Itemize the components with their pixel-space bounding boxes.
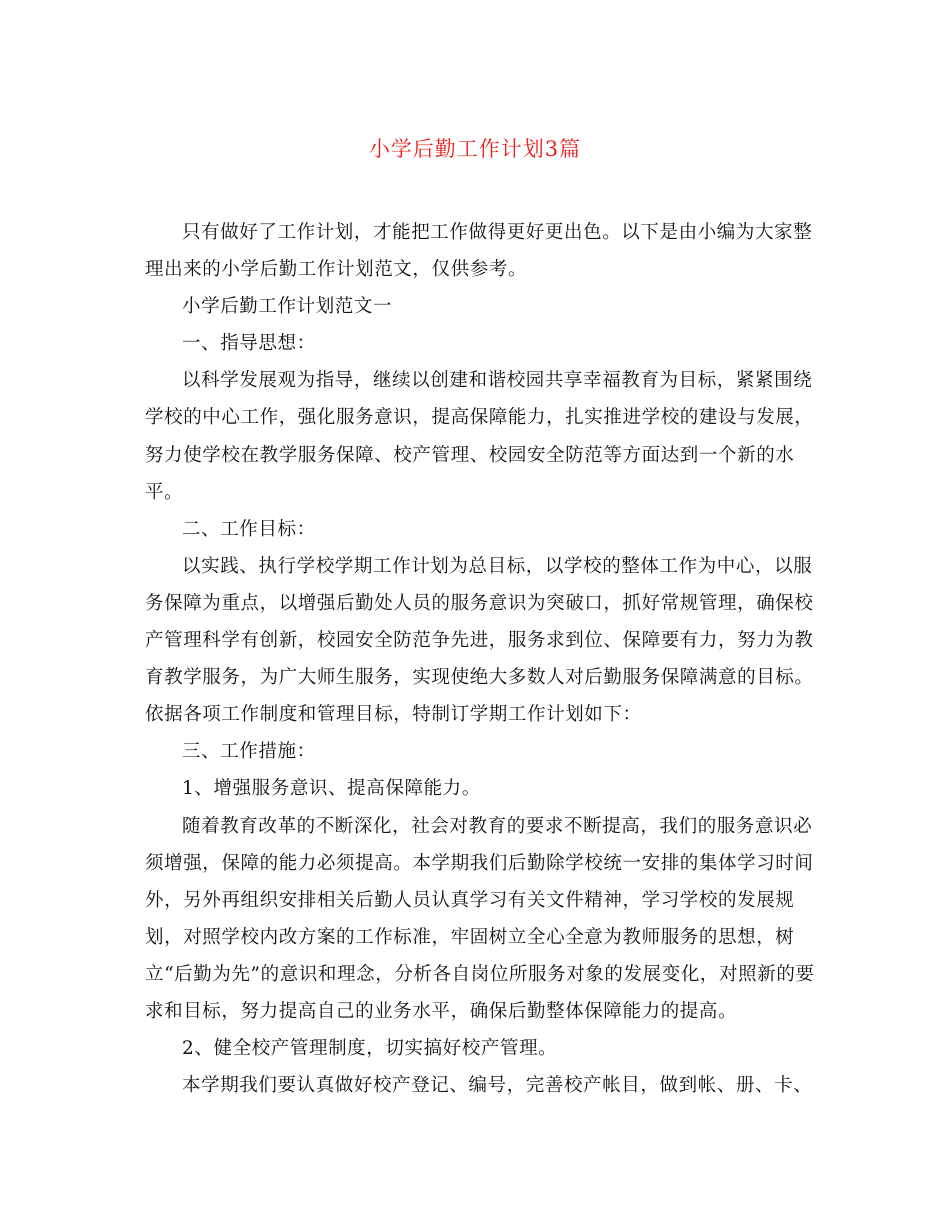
paragraph (145, 808, 815, 1031)
text-line: 以实践、执行学校学期工作计划为总目标，以学校的整体工作为中心，以服 (182, 555, 813, 577)
section-heading (145, 288, 785, 325)
text-line: 以科学发展观为指导，继续以创建和谐校园共享幸福教育为目标，紧紧围绕 (182, 370, 813, 392)
text-line: 随着教育改革的不断深化，社会对教育的要求不断提高，我们的服务意识必 (182, 815, 813, 837)
text-line: 须增强，保障的能力必须提高。本学期我们后勤除学校统一安排的集体学习时间 (145, 852, 814, 874)
text-line: 只有做好了工作计划，才能把工作做得更好更出色。以下是由小编为大家整 (182, 222, 813, 243)
section-heading (145, 511, 785, 548)
text-line: 外，另外再组织安排相关后勤人员认真学习有关文件精神，学习学校的发展规 (145, 889, 795, 911)
text-line: 产管理科学有创新，校园安全防范争先进，服务求到位、保障要有力，努力为教 (145, 630, 814, 652)
text-line: 育教学服务，为广大师生服务，实现使绝大多数人对后勤服务保障满意的目标。 (145, 667, 814, 689)
document-title: 小学后勤工作计划3篇 (368, 137, 582, 161)
text-line: 划，对照学校内改方案的工作标准，牢固树立全心全意为教师服务的思想，树 (145, 926, 795, 948)
subsection-heading (145, 770, 785, 807)
paragraph (145, 362, 814, 510)
text-line: 立“后勤为先”的意识和理念，分析各自岗位所服务对象的发展变化，对照新的要 (145, 963, 815, 985)
section-heading (145, 733, 785, 770)
paragraph (145, 1067, 813, 1104)
section-heading (145, 325, 785, 362)
text-line: 平。 (145, 481, 184, 503)
text-line: 务保障为重点，以增强后勤处人员的服务意识为突破口，抓好常规管理，确保校 (145, 592, 814, 614)
text-line: 二、工作目标： (182, 518, 316, 540)
subsection-heading (145, 1030, 785, 1067)
text-line: 1、增强服务意识、提高保障能力。 (182, 778, 481, 800)
text-line: 学校的中心工作，强化服务意识，提高保障能力，扎实推进学校的建设与发展， (145, 407, 814, 429)
text-line: 小学后勤工作计划范文一 (182, 296, 393, 318)
text-line: 求和目标，努力提高自己的业务水平，确保后勤整体保障能力的提高。 (145, 1000, 738, 1022)
text-line: 理出来的小学后勤工作计划范文，仅供参考。 (145, 259, 528, 281)
text-line: 本学期我们要认真做好校产登记、编号，完善校产帐目，做到帐、册、卡、 (182, 1075, 813, 1097)
text-line: 努力使学校在教学服务保障、校产管理、校园安全防范等方面达到一个新的水 (145, 444, 795, 466)
paragraph (145, 548, 814, 733)
document-body (145, 214, 815, 1104)
text-line: 依据各项工作制度和管理目标，特制订学期工作计划如下： (145, 704, 642, 726)
paragraph (145, 214, 813, 288)
text-line: 三、工作措施： (182, 741, 316, 763)
text-line: 一、指导思想： (182, 333, 316, 355)
text-line: 2、健全校产管理制度，切实搞好校产管理。 (182, 1038, 558, 1060)
